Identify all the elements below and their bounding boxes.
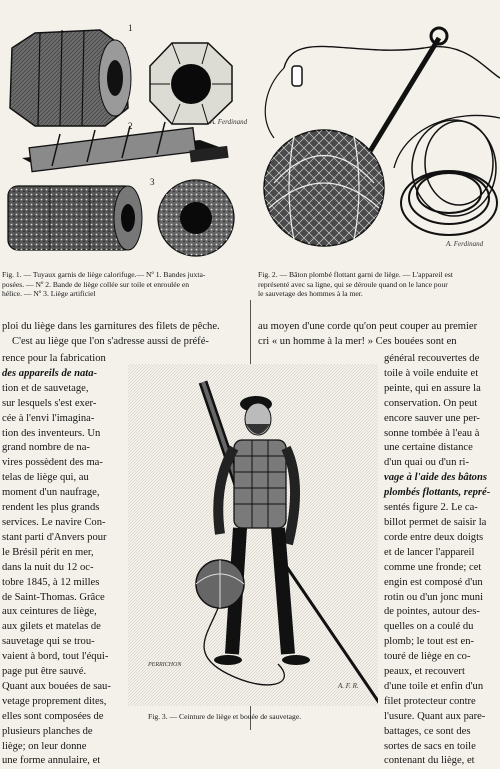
text-line: rendent les plus grands xyxy=(2,502,100,514)
right-column-text xyxy=(384,352,500,769)
text-line: tion et de sauvetage, xyxy=(2,382,89,394)
life-buoy xyxy=(196,560,244,608)
text-line: de Saint-Thomas. Grâce xyxy=(2,591,105,603)
text-line: Quant aux bouées de sau- xyxy=(2,680,111,692)
figure-1-number-1: 1 xyxy=(128,23,133,33)
text-line: des appareils de nata- xyxy=(2,367,98,379)
figure-1-artist-signature: A. Ferdinand xyxy=(210,118,248,126)
text-line: toile à voile enduite et xyxy=(384,367,479,379)
cork-octagon-end xyxy=(150,43,232,124)
text-line: corde entre deux doigts xyxy=(384,531,484,543)
text-line: ploi du liège dans les garnitures des filets de pêche. xyxy=(2,321,220,332)
text-line: le sauvetage des hommes à la mer. xyxy=(258,289,363,298)
text-line: tobre 1845, à 12 milles xyxy=(2,576,100,588)
text-line: plombés flottants, repré- xyxy=(384,487,491,499)
text-line: stant parti d'Anvers pour xyxy=(2,531,107,543)
figure-2-artist-signature: A. Ferdinand xyxy=(446,240,484,248)
text-line: cri « un homme à la mer! » Ces bouées sont en xyxy=(258,335,457,347)
left-column-top-text xyxy=(2,320,248,350)
text-line: sauvetage qui se trou- xyxy=(2,636,95,648)
text-line: touré de liège en co- xyxy=(384,651,471,663)
text-line: C'est au liège que l'on s'adresse aussi de préfé- xyxy=(12,335,209,347)
figure-1 xyxy=(0,8,248,263)
text-line: plomb; le tout est en- xyxy=(384,636,475,648)
text-line: moment d'un naufrage, xyxy=(2,487,100,499)
text-line: d'une toile et enfin d'un xyxy=(384,680,484,692)
text-line: services. Le navire Con- xyxy=(2,516,106,528)
text-line: peinte, qui en assure la xyxy=(384,382,481,394)
text-line: rotin ou d'un jonc muni xyxy=(384,591,484,603)
text-line: hélice. — Nº 3. Liège artificiel xyxy=(2,289,96,298)
figure-1-illustration xyxy=(0,8,248,263)
text-line: de pointes, autour des- xyxy=(384,606,480,618)
text-line: général recouvertes de xyxy=(384,353,480,364)
figure-2 xyxy=(254,8,500,263)
text-line: telas de liège qui, au xyxy=(2,472,89,484)
right-column-top-text xyxy=(258,320,500,350)
text-line: au moyen d'une corde qu'on peut couper au premier xyxy=(258,321,478,332)
figure-1-caption xyxy=(2,270,248,299)
left-column-text xyxy=(2,352,126,769)
text-line: sur lesquels s'est exer- xyxy=(2,397,97,409)
text-line: comme une fronde; cet xyxy=(384,561,482,573)
text-line: cée à l'envi l'imagina- xyxy=(2,412,95,424)
text-line: contenant du liège, et xyxy=(384,755,475,767)
artificial-cork-pipe xyxy=(8,177,234,256)
text-line: vetage proprement dites, xyxy=(2,695,107,707)
text-line: aux ceintures de liège, xyxy=(2,606,97,618)
text-line: l'usure. Quant aux pare- xyxy=(384,710,486,722)
text-line: plusieurs planches de xyxy=(2,725,93,737)
figure-3-engraver-signature: PERRICHON xyxy=(148,662,182,668)
text-line: vires possèdent des ma- xyxy=(2,457,103,469)
text-line: quelles on a coulé du xyxy=(384,621,474,633)
text-line: d'un quai ou d'un ri- xyxy=(384,457,470,469)
text-line: tion des inventeurs. Un xyxy=(2,427,101,439)
text-line: encore sauver une per- xyxy=(384,412,480,424)
text-line: le Brésil périt en mer, xyxy=(2,546,94,558)
text-line: peaux, et recouvert xyxy=(384,666,465,678)
figure-1-number-2: 2 xyxy=(128,121,133,131)
text-line: aux gilets et matelas de xyxy=(2,621,101,633)
figure-2-illustration xyxy=(254,8,500,263)
figure-2-caption xyxy=(258,270,500,299)
text-line: engin est composé d'un xyxy=(384,576,483,588)
text-line: sentés figure 2. Le ca- xyxy=(384,502,478,514)
text-line: filet protecteur contre xyxy=(384,695,476,707)
text-line: représenté avec sa ligne, qui se déroule quand on le lance pour xyxy=(258,279,448,289)
figure-3-caption: Fig. 3. — Ceinture de liège et bouée de sauvetage. xyxy=(148,712,302,721)
text-line: Fig. 1. — Tuyaux garnis de liège calorifuge.— Nº 1. Bandes juxta- xyxy=(2,270,206,279)
text-line: vage à l'aide des bâtons xyxy=(384,472,487,484)
text-line: et de lancer l'appareil xyxy=(384,546,475,558)
text-line: une forme annulaire, et xyxy=(2,755,101,767)
text-line: vaient à bord, tout l'équi- xyxy=(2,651,109,663)
text-line: billot permet de saisir la xyxy=(384,516,487,528)
text-line: posées. — Nº 2. Bande de liège collée sur toile et enroulée en xyxy=(2,279,190,289)
text-line: grand nombre de na- xyxy=(2,442,90,454)
text-line: rence pour la fabrication xyxy=(2,353,106,364)
text-line: sonne tombée à l'eau à xyxy=(384,427,480,439)
text-line: conservation. On peut xyxy=(384,397,478,409)
figure-3-artist-signature: A. F. R. xyxy=(338,682,359,690)
text-line: elles sont composées de xyxy=(2,710,104,722)
cork-segments-pipe xyxy=(10,30,131,126)
figure-3-illustration xyxy=(128,364,378,706)
cork-life-vest xyxy=(234,440,286,528)
text-line: Fig. 2. — Bâton plombé flottant garni de liège. — L'appareil est xyxy=(258,270,453,279)
text-line: une certaine distance xyxy=(384,442,473,454)
figure-1-number-3: 3 xyxy=(150,177,155,187)
text-line: battages, ce sont des xyxy=(384,725,471,737)
text-line: sortes de sacs en toile xyxy=(384,740,476,752)
netted-cork-float xyxy=(264,130,384,246)
text-line: page put être sauvé. xyxy=(2,666,87,678)
text-line: dans la nuit du 12 oc- xyxy=(2,561,94,573)
figure-3 xyxy=(128,364,378,706)
text-line: liège; on leur donne xyxy=(2,740,87,752)
